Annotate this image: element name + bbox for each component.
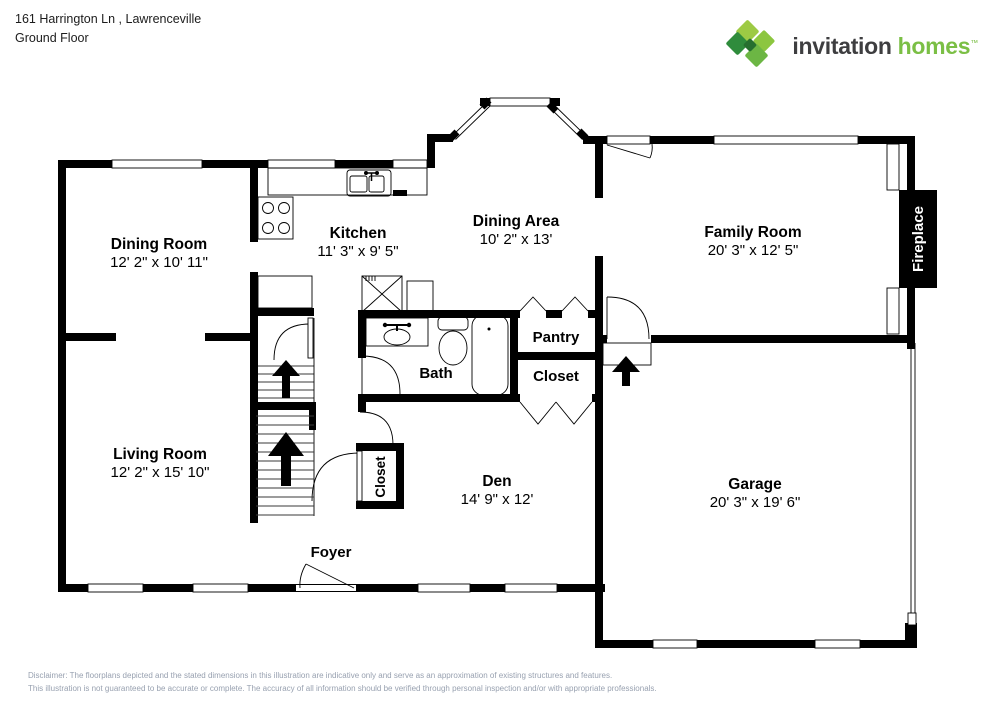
window — [505, 584, 557, 592]
toilet-tank — [438, 317, 468, 330]
pantry-door-mark — [520, 297, 546, 311]
den-closet-door-leaf — [357, 451, 362, 501]
bifold-door-mark — [556, 402, 592, 424]
room-labels — [110, 206, 927, 561]
room-dims-family-room: 20' 3" x 12' 5" — [707, 242, 799, 259]
room-label-garage: Garage — [728, 476, 782, 493]
bay-window — [490, 98, 550, 106]
pantry-door-mark — [562, 297, 588, 311]
family-room-door-swing — [650, 144, 652, 158]
bifold-door-mark — [520, 402, 556, 424]
room-dims-dining-area: 10' 2" x 13' — [479, 231, 553, 248]
room-label-dining-area: Dining Area — [472, 213, 560, 230]
burner — [263, 223, 274, 234]
room-dims-den: 14' 9" x 12' — [460, 491, 534, 508]
logo-word-homes: homes — [897, 32, 971, 59]
room-dims-dining-room: 12' 2" x 10' 11" — [110, 254, 208, 271]
disclaimer — [28, 669, 657, 695]
window — [112, 160, 202, 168]
garage-entry — [603, 343, 651, 386]
room-dims-garage: 20' 3" x 19' 6" — [709, 494, 801, 511]
bath-fixtures — [366, 315, 508, 395]
den-closet-door-swing — [312, 453, 360, 501]
disclaimer-line-2: This illustration is not guaranteed to be accurate or complete. The accuracy of all information should be verified through personal inspection and/or with appropriate professionals. — [28, 684, 657, 693]
dryer — [407, 281, 433, 312]
door-opening — [607, 136, 650, 144]
property-address: 161 Harrington Ln , Lawrenceville — [15, 12, 202, 26]
under-stair-closet — [258, 276, 312, 308]
window — [88, 584, 143, 592]
label-foyer: Foyer — [310, 544, 352, 561]
label-den-closet: Closet — [373, 456, 388, 498]
laundry-fixtures — [362, 276, 433, 312]
stove — [258, 197, 293, 239]
floor-label: Ground Floor — [15, 31, 89, 45]
window — [418, 584, 470, 592]
dishwasher-mark — [393, 190, 407, 196]
window — [268, 160, 335, 168]
fireplace-hearth — [887, 144, 899, 334]
burner — [279, 223, 290, 234]
room-dims-kitchen: 11' 3" x 9' 5" — [317, 243, 399, 260]
window — [193, 584, 248, 592]
logo-trademark: ™ — [970, 37, 978, 47]
room-label-dining-room: Dining Room — [110, 236, 208, 253]
logo-word-invitation: invitation — [792, 32, 892, 59]
walls — [58, 98, 937, 648]
label-pantry: Pantry — [532, 329, 580, 346]
bath-sink — [384, 329, 410, 345]
room-label-kitchen: Kitchen — [329, 225, 387, 242]
front-door-opening — [296, 584, 356, 592]
stairs-up-arrow — [268, 432, 304, 486]
bathtub — [472, 315, 508, 395]
toilet-bowl — [439, 331, 467, 365]
room-dims-living-room: 12' 2" x 15' 10" — [110, 464, 210, 481]
burner — [279, 203, 290, 214]
label-hall-closet: Closet — [533, 368, 579, 385]
disclaimer-line-1: Disclaimer: The floorplans depicted and the stated dimensions in this illustration are indicative only and serve as an approximation of existing structures and features. — [28, 671, 613, 680]
room-label-family-room: Family Room — [704, 224, 802, 241]
garage-door-opening — [815, 640, 860, 648]
garage-door-opening — [653, 640, 697, 648]
window — [714, 136, 858, 144]
room-label-den: Den — [482, 473, 512, 490]
burner — [263, 203, 274, 214]
family-room-door-leaf — [607, 145, 650, 158]
bath-door-swing — [362, 356, 400, 394]
stair-hall-door-leaf — [308, 318, 313, 358]
stair-hall-door-swing — [274, 324, 310, 360]
garage-entry-door-swing — [607, 297, 649, 339]
den-door-swing — [360, 412, 393, 445]
room-label-living-room: Living Room — [113, 446, 207, 463]
window — [393, 160, 427, 168]
vanity — [366, 318, 428, 346]
garage-side-wall — [908, 343, 916, 625]
tub-drain — [488, 328, 491, 331]
windows — [88, 98, 916, 648]
label-fireplace: Fireplace — [910, 206, 927, 272]
label-bath: Bath — [419, 365, 453, 382]
